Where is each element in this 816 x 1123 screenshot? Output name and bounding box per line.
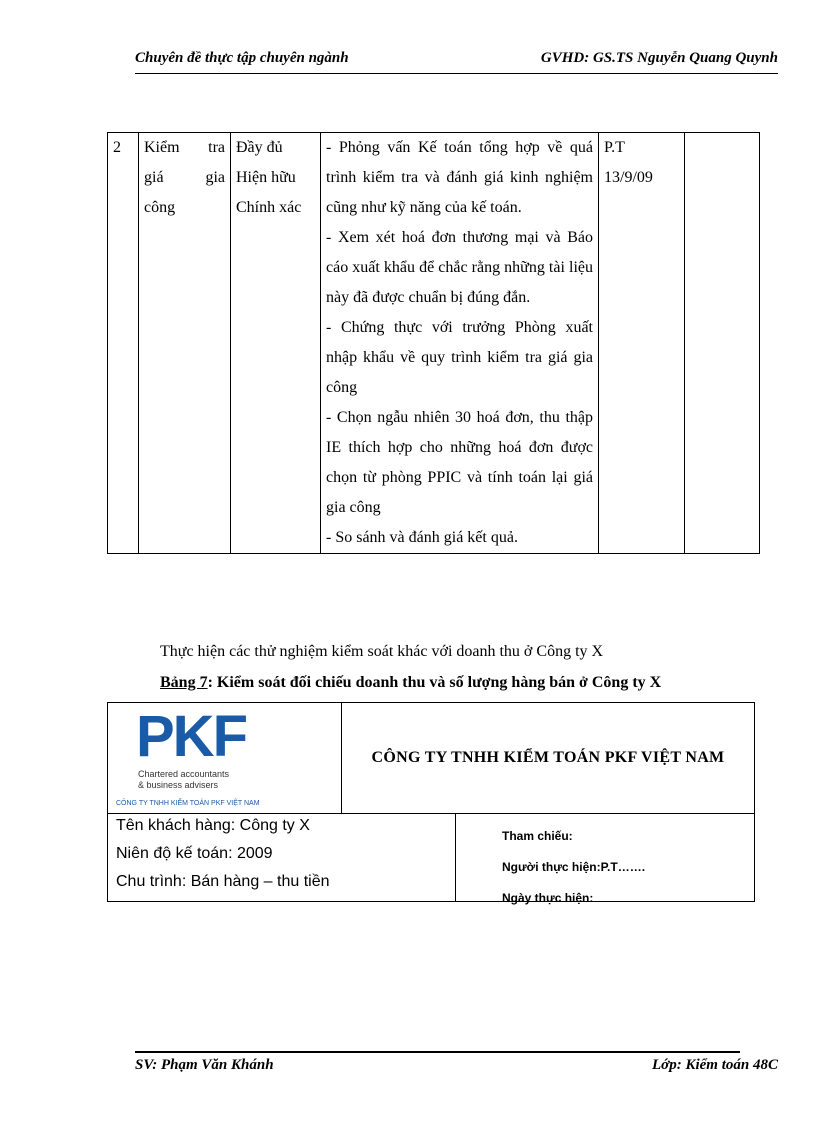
step-objectives [231,133,321,554]
intro-paragraph: Thực hiện các thử nghiệm kiểm soát khác với doanh thu ở Công ty X [160,643,604,660]
procedure-item: - Chứng thực với trưởng Phòng xuất nhập khẩu về quy trình kiểm tra giá gia công [326,319,593,396]
footer-class: Lớp: Kiểm toán 48C [652,1057,778,1073]
pkf-tagline-line: & business advisers [138,780,219,790]
procedure-item: - Phỏng vấn Kế toán tổng hợp về quá trình kiểm tra và đánh giá kinh nghiệm cũng như kỹ năng của kế toán. [326,139,593,216]
footer-rule [135,1051,740,1053]
objective-item: Chính xác [236,199,302,216]
performer-initials: P.T [604,139,625,156]
caption-text: : Kiểm soát đối chiếu doanh thu và số lượng hàng bán ở Công ty X [207,674,662,691]
performer-label: Người thực hiện:P.T……. [502,860,646,874]
pkf-logo-company: CÔNG TY TNHH KIỂM TOÁN PKF VIỆT NAM [116,800,260,807]
client-name: Tên khách hàng: Công ty X [116,817,310,834]
procedure-item: - So sánh và đánh giá kết quả. [326,529,518,546]
performer-date: 13/9/09 [604,169,653,186]
step-test [139,133,231,554]
table-row [108,133,760,554]
objective-item: Đầy đủ [236,139,283,156]
objective-item: Hiện hữu [236,169,296,186]
audit-cycle: Chu trình: Bán hàng – thu tiền [116,873,330,890]
procedure-item: - Xem xét hoá đơn thương mại và Báo cáo xuất khẩu để chắc rằng những tài liệu này đã được chuẩn bị đúng đắn. [326,229,593,306]
header-supervisor: GVHD: GS.TS Nguyễn Quang Quynh [540,50,778,66]
table-caption [160,674,661,692]
step-test-line: Kiểm tra [144,139,225,156]
header-rule [135,73,778,74]
pkf-working-paper-header [107,702,755,905]
step-performer [599,133,685,554]
header-topic: Chuyên đề thực tập chuyên ngành [135,50,349,66]
step-reference [685,133,760,554]
pkf-tagline-line: Chartered accountants [138,769,230,779]
signoff-info [456,813,754,905]
date-label: Ngày thực hiện: [502,891,594,905]
company-name: CÔNG TY TNHH KIỂM TOÁN PKF VIỆT NAM [371,749,725,766]
footer-student: SV: Phạm Văn Khánh [135,1057,274,1073]
audit-steps-table [107,132,760,554]
page-footer [135,1057,778,1074]
pkf-tagline [138,769,229,791]
step-test-line: công [144,199,176,216]
step-procedures [321,133,599,554]
reference-label: Tham chiếu: [502,829,573,843]
logo-cell [108,703,342,813]
step-number: 2 [108,133,139,554]
accounting-period: Niên độ kế toán: 2009 [116,845,273,862]
caption-label: Bảng 7 [160,674,208,691]
page-header [135,50,778,67]
step-test-line: giá gia [144,169,225,186]
pkf-logo: PKF [136,704,246,769]
client-info [108,813,456,901]
procedure-item: - Chọn ngẫu nhiên 30 hoá đơn, thu thập IE thích hợp cho những hoá đơn được chọn từ phòng PPIC và tính toán lại giá gia công [326,409,593,516]
